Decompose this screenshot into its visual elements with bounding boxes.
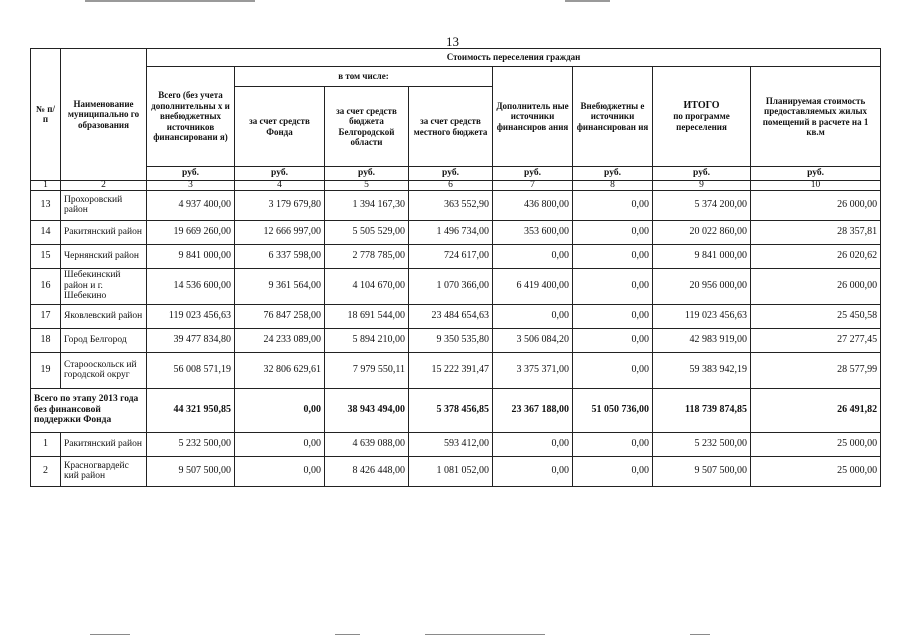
amount-cell: 56 008 571,19 xyxy=(147,352,235,388)
unit-cell: руб. xyxy=(235,167,325,181)
amount-cell: 5 232 500,00 xyxy=(147,432,235,456)
amount-cell: 9 507 500,00 xyxy=(653,456,751,486)
header-col-offbudget: Внебюджетны е источники финансирован ия xyxy=(573,67,653,167)
amount-cell: 0,00 xyxy=(493,456,573,486)
amount-cell: 1 070 366,00 xyxy=(409,268,493,304)
scan-edge-line-right xyxy=(565,0,610,2)
amount-cell: 25 450,58 xyxy=(751,304,881,328)
column-index: 7 xyxy=(493,180,573,190)
amount-cell: 353 600,00 xyxy=(493,220,573,244)
table-row xyxy=(31,220,881,244)
unit-cell: руб. xyxy=(493,167,573,181)
row-number: 14 xyxy=(31,220,61,244)
scan-bottom-line-3 xyxy=(425,634,545,635)
column-index: 1 xyxy=(31,180,61,190)
total-value: 26 491,82 xyxy=(751,388,881,432)
table-row xyxy=(31,244,881,268)
municipal-rows-2 xyxy=(31,432,881,486)
total-row xyxy=(31,388,881,432)
column-index-row xyxy=(31,180,881,190)
amount-cell: 0,00 xyxy=(573,304,653,328)
amount-cell: 26 000,00 xyxy=(751,268,881,304)
column-index: 4 xyxy=(235,180,325,190)
unit-cell: руб. xyxy=(653,167,751,181)
row-number: 13 xyxy=(31,190,61,220)
scan-edge-line-left xyxy=(85,0,255,2)
amount-cell: 24 233 089,00 xyxy=(235,328,325,352)
amount-cell: 25 000,00 xyxy=(751,456,881,486)
amount-cell: 5 894 210,00 xyxy=(325,328,409,352)
amount-cell: 0,00 xyxy=(573,268,653,304)
amount-cell: 0,00 xyxy=(573,456,653,486)
header-itogo-sub: по программе переселения xyxy=(673,111,730,132)
amount-cell: 9 841 000,00 xyxy=(147,244,235,268)
table-row xyxy=(31,456,881,486)
amount-cell: 4 639 088,00 xyxy=(325,432,409,456)
municipality-name: Чернянский район xyxy=(61,244,147,268)
amount-cell: 27 277,45 xyxy=(751,328,881,352)
amount-cell: 9 361 564,00 xyxy=(235,268,325,304)
column-index: 6 xyxy=(409,180,493,190)
amount-cell: 25 000,00 xyxy=(751,432,881,456)
amount-cell: 6 337 598,00 xyxy=(235,244,325,268)
amount-cell: 0,00 xyxy=(573,352,653,388)
header-group-title: Стоимость переселения граждан xyxy=(147,49,881,67)
row-number: 1 xyxy=(31,432,61,456)
unit-cell: руб. xyxy=(147,167,235,181)
amount-cell: 23 484 654,63 xyxy=(409,304,493,328)
column-index: 5 xyxy=(325,180,409,190)
page-number: 13 xyxy=(446,34,459,49)
amount-cell: 0,00 xyxy=(573,432,653,456)
amount-cell: 0,00 xyxy=(573,190,653,220)
total-value: 5 378 456,85 xyxy=(409,388,493,432)
header-itogo-title: ИТОГО xyxy=(683,99,720,111)
column-index: 8 xyxy=(573,180,653,190)
amount-cell: 39 477 834,80 xyxy=(147,328,235,352)
municipality-name: Город Белгород xyxy=(61,328,147,352)
amount-cell: 363 552,90 xyxy=(409,190,493,220)
amount-cell: 9 841 000,00 xyxy=(653,244,751,268)
amount-cell: 119 023 456,63 xyxy=(147,304,235,328)
amount-cell: 3 506 084,20 xyxy=(493,328,573,352)
header-col-region: за счет средств бюджета Белгородской области xyxy=(325,87,409,167)
header-col-name: Наименование муниципально го образования xyxy=(61,49,147,181)
header-col-itogo xyxy=(653,67,751,167)
resettlement-cost-table xyxy=(30,48,881,487)
municipality-name: Красногвардейс кий район xyxy=(61,456,147,486)
table-row xyxy=(31,432,881,456)
amount-cell: 26 020,62 xyxy=(751,244,881,268)
header-col-extra: Дополнитель ные источники финансиров ания xyxy=(493,67,573,167)
amount-cell: 593 412,00 xyxy=(409,432,493,456)
amount-cell: 4 104 670,00 xyxy=(325,268,409,304)
row-number: 17 xyxy=(31,304,61,328)
amount-cell: 9 507 500,00 xyxy=(147,456,235,486)
municipal-rows xyxy=(31,190,881,388)
amount-cell: 20 956 000,00 xyxy=(653,268,751,304)
amount-cell: 5 232 500,00 xyxy=(653,432,751,456)
header-col-num: № п/п xyxy=(31,49,61,181)
column-index: 9 xyxy=(653,180,751,190)
amount-cell: 7 979 550,11 xyxy=(325,352,409,388)
amount-cell: 0,00 xyxy=(235,432,325,456)
amount-cell: 14 536 600,00 xyxy=(147,268,235,304)
header-col-local: за счет средств местного бюджета xyxy=(409,87,493,167)
amount-cell: 5 505 529,00 xyxy=(325,220,409,244)
amount-cell: 0,00 xyxy=(573,328,653,352)
unit-cell: руб. xyxy=(751,167,881,181)
header-col-total: Всего (без учета дополнительны х и внебюджетных источников финансировани я) xyxy=(147,67,235,167)
row-number: 15 xyxy=(31,244,61,268)
table-row xyxy=(31,190,881,220)
header-col-fund: за счет средств Фонда xyxy=(235,87,325,167)
amount-cell: 59 383 942,19 xyxy=(653,352,751,388)
amount-cell: 0,00 xyxy=(493,432,573,456)
amount-cell: 119 023 456,63 xyxy=(653,304,751,328)
table-row xyxy=(31,328,881,352)
column-index: 2 xyxy=(61,180,147,190)
total-value: 118 739 874,85 xyxy=(653,388,751,432)
amount-cell: 9 350 535,80 xyxy=(409,328,493,352)
header-incl-title: в том числе: xyxy=(235,67,493,87)
table-row xyxy=(31,304,881,328)
row-number: 16 xyxy=(31,268,61,304)
municipality-name: Прохоровский район xyxy=(61,190,147,220)
amount-cell: 724 617,00 xyxy=(409,244,493,268)
amount-cell: 28 357,81 xyxy=(751,220,881,244)
municipality-name: Яковлевский район xyxy=(61,304,147,328)
amount-cell: 1 394 167,30 xyxy=(325,190,409,220)
amount-cell: 0,00 xyxy=(573,220,653,244)
municipality-name: Шебекинский район и г. Шебекино xyxy=(61,268,147,304)
table-row xyxy=(31,352,881,388)
amount-cell: 1 496 734,00 xyxy=(409,220,493,244)
scan-bottom-line-2 xyxy=(335,634,360,635)
total-value: 44 321 950,85 xyxy=(147,388,235,432)
total-value: 0,00 xyxy=(235,388,325,432)
row-number: 18 xyxy=(31,328,61,352)
total-value: 51 050 736,00 xyxy=(573,388,653,432)
header-col-planned: Планируемая стоимость предоставляемых жилых помещений в расчете на 1 кв.м xyxy=(751,67,881,167)
column-index: 10 xyxy=(751,180,881,190)
table-row xyxy=(31,268,881,304)
amount-cell: 6 419 400,00 xyxy=(493,268,573,304)
row-number: 19 xyxy=(31,352,61,388)
amount-cell: 436 800,00 xyxy=(493,190,573,220)
amount-cell: 3 375 371,00 xyxy=(493,352,573,388)
amount-cell: 28 577,99 xyxy=(751,352,881,388)
amount-cell: 0,00 xyxy=(573,244,653,268)
total-value: 23 367 188,00 xyxy=(493,388,573,432)
total-section xyxy=(31,388,881,432)
amount-cell: 42 983 919,00 xyxy=(653,328,751,352)
municipality-name: Ракитянский район xyxy=(61,432,147,456)
amount-cell: 0,00 xyxy=(493,244,573,268)
municipality-name: Ракитянский район xyxy=(61,220,147,244)
amount-cell: 19 669 260,00 xyxy=(147,220,235,244)
amount-cell: 5 374 200,00 xyxy=(653,190,751,220)
amount-cell: 0,00 xyxy=(235,456,325,486)
header-row-group xyxy=(31,49,881,67)
amount-cell: 12 666 997,00 xyxy=(235,220,325,244)
header-units-row xyxy=(31,167,881,181)
municipality-name: Старооскольск ий городской округ xyxy=(61,352,147,388)
amount-cell: 18 691 544,00 xyxy=(325,304,409,328)
unit-cell: руб. xyxy=(573,167,653,181)
amount-cell: 3 179 679,80 xyxy=(235,190,325,220)
scan-bottom-line-1 xyxy=(90,634,130,635)
amount-cell: 2 778 785,00 xyxy=(325,244,409,268)
header-row-incl xyxy=(31,67,881,87)
amount-cell: 26 000,00 xyxy=(751,190,881,220)
amount-cell: 0,00 xyxy=(493,304,573,328)
amount-cell: 20 022 860,00 xyxy=(653,220,751,244)
scan-bottom-line-4 xyxy=(690,634,710,635)
row-number: 2 xyxy=(31,456,61,486)
column-index: 3 xyxy=(147,180,235,190)
amount-cell: 1 081 052,00 xyxy=(409,456,493,486)
amount-cell: 15 222 391,47 xyxy=(409,352,493,388)
total-value: 38 943 494,00 xyxy=(325,388,409,432)
amount-cell: 8 426 448,00 xyxy=(325,456,409,486)
amount-cell: 32 806 629,61 xyxy=(235,352,325,388)
unit-cell: руб. xyxy=(409,167,493,181)
amount-cell: 4 937 400,00 xyxy=(147,190,235,220)
total-label: Всего по этапу 2013 года без финансовой поддержки Фонда xyxy=(31,388,147,432)
unit-cell: руб. xyxy=(325,167,409,181)
amount-cell: 76 847 258,00 xyxy=(235,304,325,328)
